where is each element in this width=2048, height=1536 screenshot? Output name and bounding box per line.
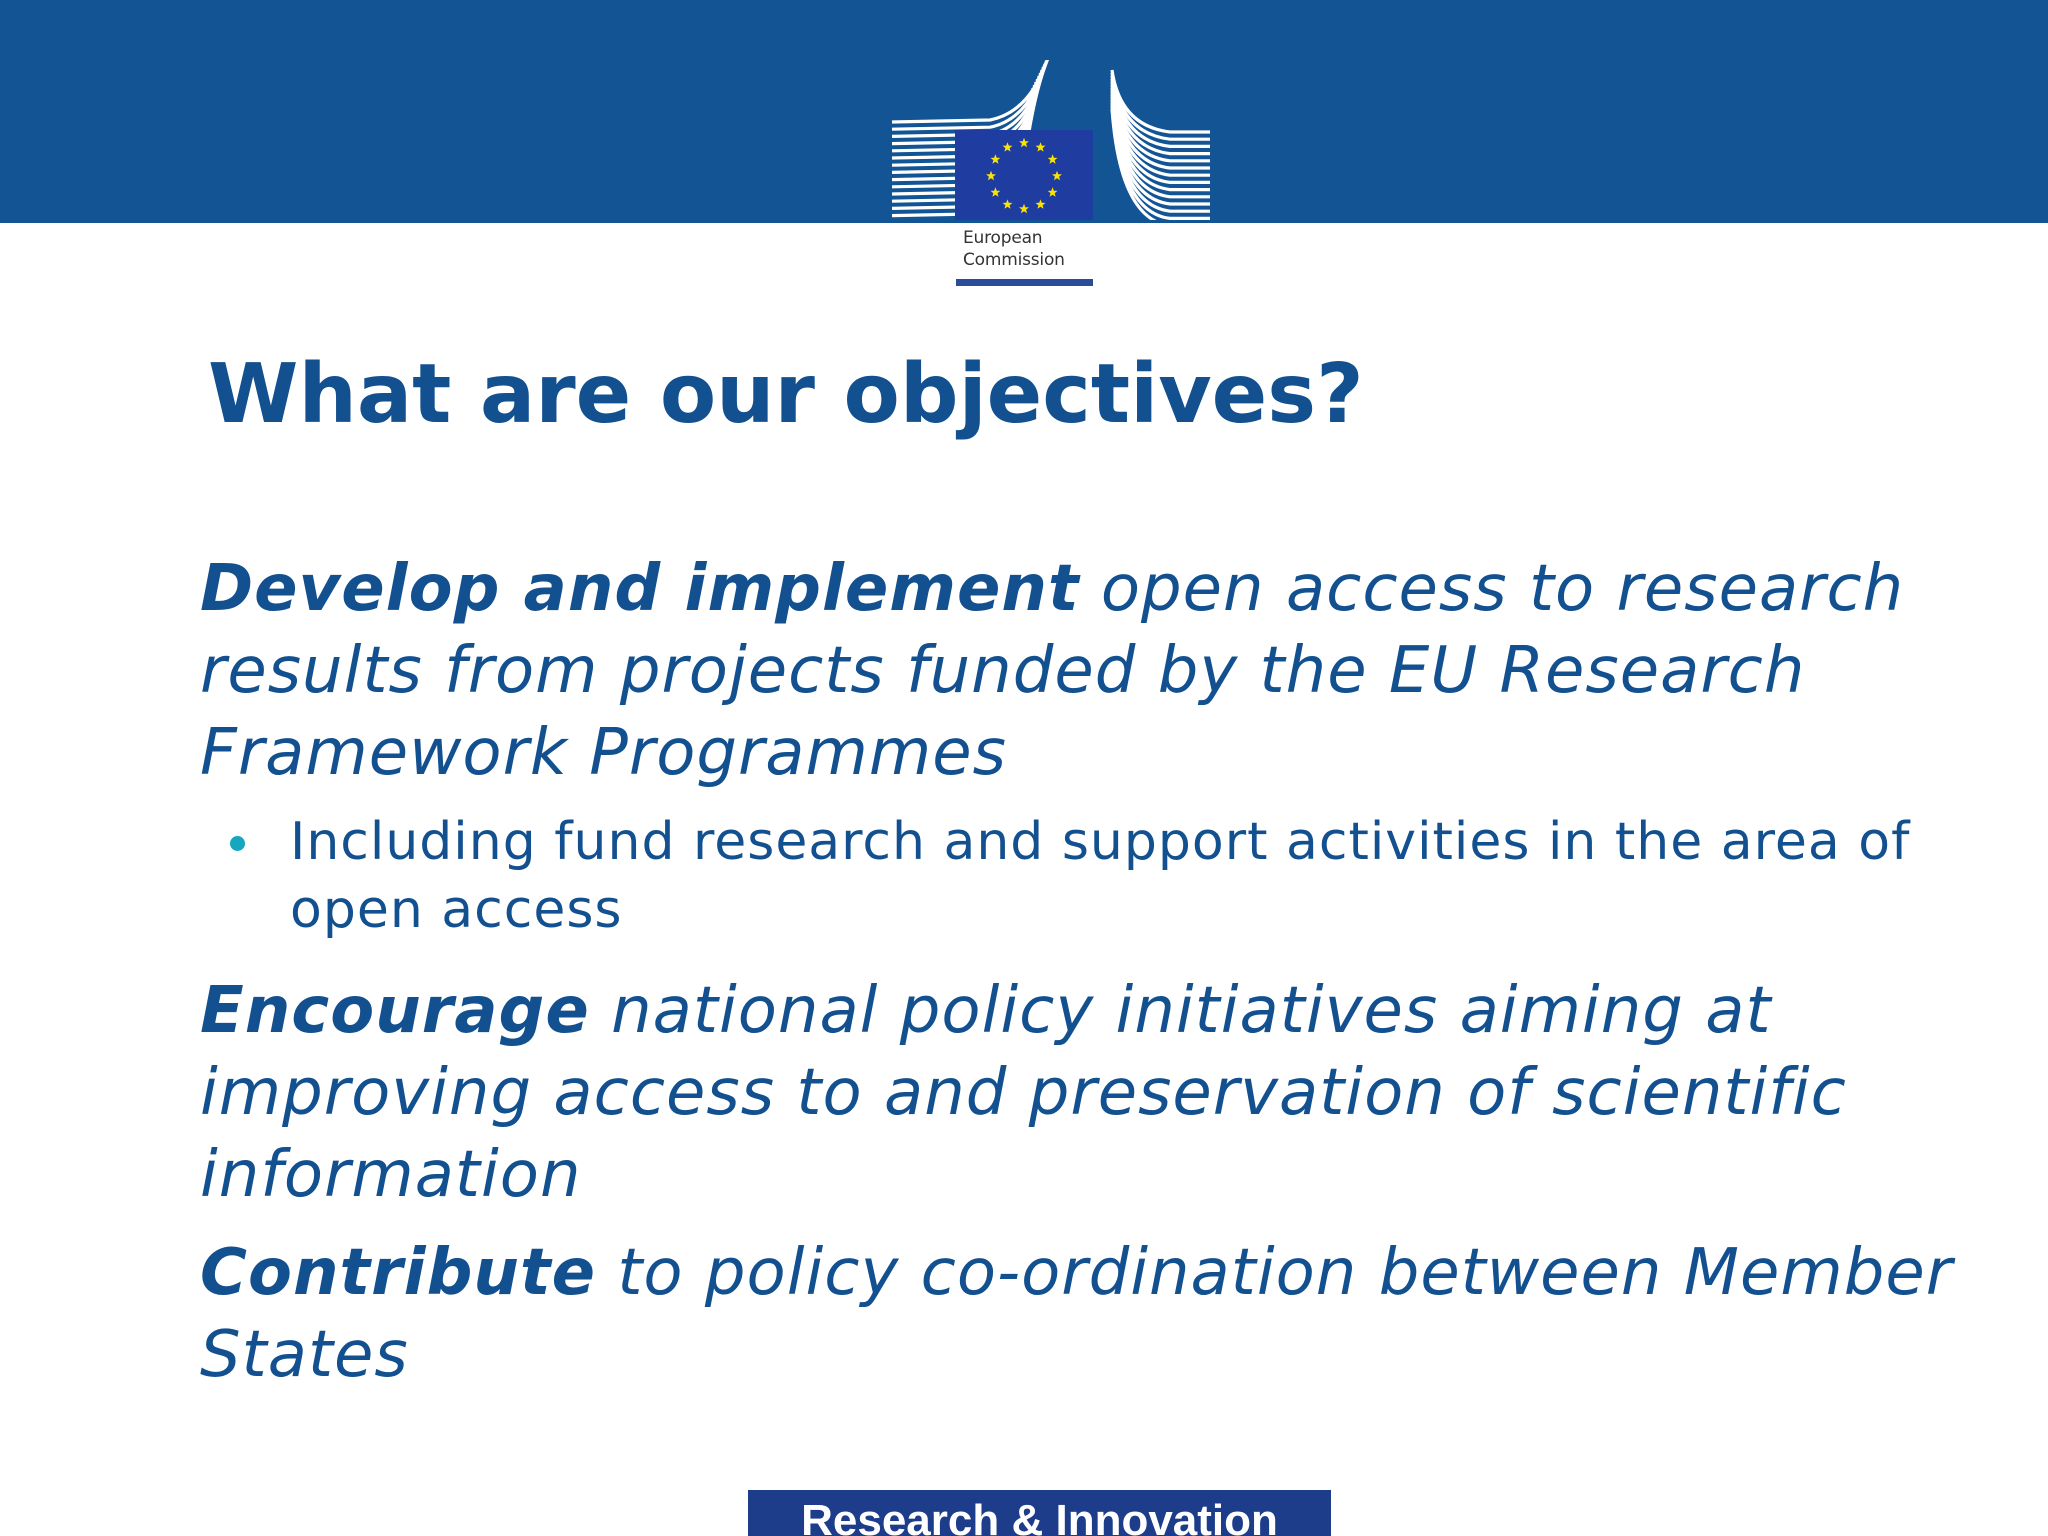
logo-org-line2: Commission bbox=[963, 250, 1065, 270]
logo-org-line1: European bbox=[963, 228, 1043, 248]
objective-lead: Contribute bbox=[200, 1236, 596, 1310]
objective-encourage bbox=[200, 970, 1960, 1216]
objective-text: to policy co-ordination between Member States bbox=[200, 1236, 1954, 1392]
objective-develop bbox=[200, 548, 1960, 794]
footer-banner bbox=[748, 1490, 1331, 1536]
objective-contribute bbox=[200, 1232, 1960, 1396]
commission-building-icon bbox=[880, 60, 1220, 220]
european-commission-logo bbox=[880, 60, 1220, 290]
logo-underline bbox=[956, 279, 1093, 286]
objective-lead: Develop and implement bbox=[200, 552, 1080, 626]
sub-bullet-item bbox=[200, 808, 1960, 944]
slide-title: What are our objectives? bbox=[208, 347, 1364, 442]
bullet-dot-icon bbox=[230, 836, 245, 851]
sub-bullet-text: Including fund research and support activities in the area of open access bbox=[290, 812, 1911, 940]
logo-text bbox=[963, 227, 1065, 271]
objective-text: national policy initiatives aiming at improving access to and preservation of scientific information bbox=[200, 974, 1847, 1212]
objective-lead: Encourage bbox=[200, 974, 590, 1048]
objectives-list bbox=[200, 548, 1960, 1396]
footer-label: Research & Innovation bbox=[801, 1496, 1278, 1536]
objective-text: open access to research results from projects funded by the EU Research Framework Programmes bbox=[200, 552, 1905, 790]
